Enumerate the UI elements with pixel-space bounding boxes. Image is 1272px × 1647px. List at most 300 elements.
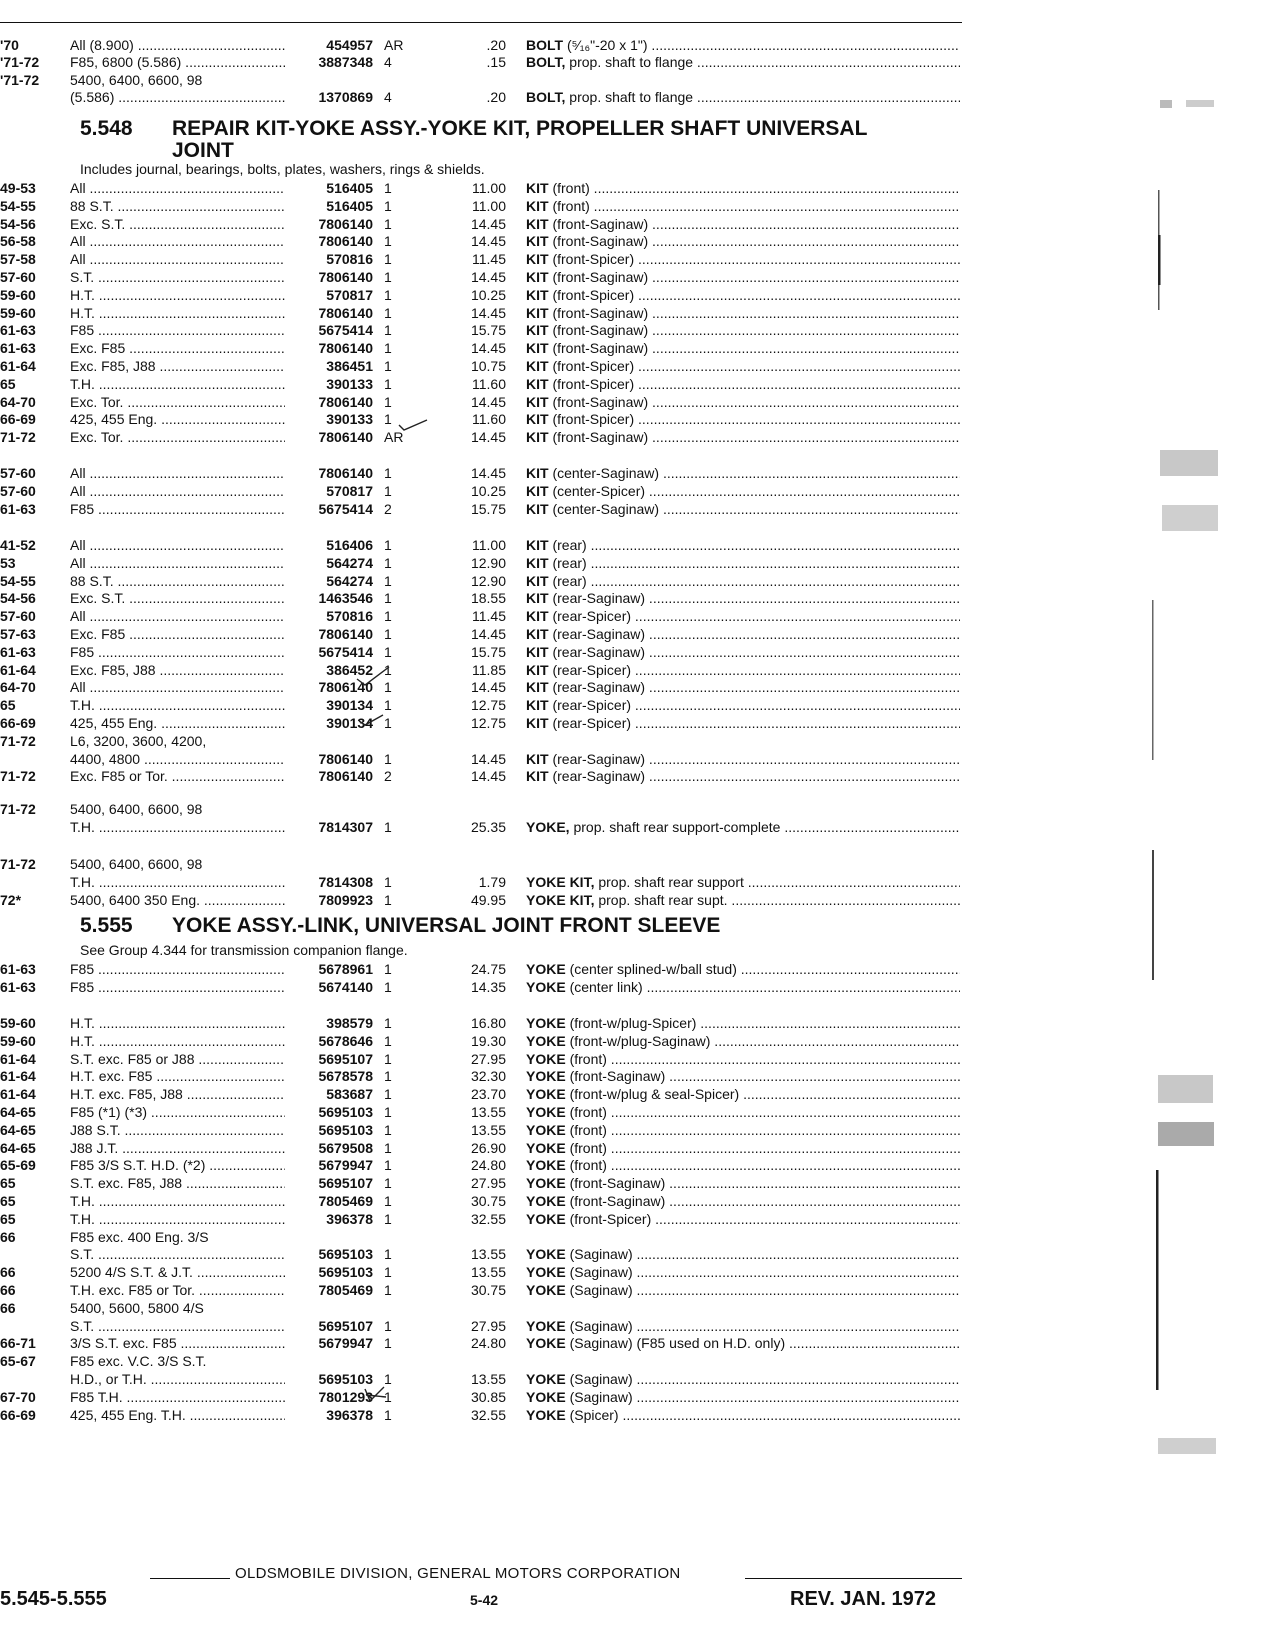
part-number: 386452 xyxy=(326,661,373,678)
description-term: KIT xyxy=(526,661,549,678)
model-year: 56-58 xyxy=(0,233,36,250)
price: 14.45 xyxy=(470,626,506,642)
description xyxy=(526,978,960,996)
description-detail: (front-Spicer) xyxy=(565,1210,652,1227)
quantity: 1 xyxy=(384,891,392,908)
description-term: KIT xyxy=(526,375,549,392)
description-term: KIT xyxy=(526,465,549,481)
description-detail: (front-Saginaw) xyxy=(548,429,649,446)
description xyxy=(526,1174,960,1192)
application: All ..... xyxy=(70,607,285,625)
description xyxy=(526,375,960,393)
part-number: 5695103 xyxy=(318,1121,373,1138)
description-detail: prop. shaft rear support-complete xyxy=(569,818,781,835)
price: 12.90 xyxy=(470,554,506,571)
model-year: 54-56 xyxy=(0,215,36,232)
application: (5.586) ..... xyxy=(70,88,285,106)
model-year: 61-63 xyxy=(0,500,36,517)
application: F85 ..... xyxy=(70,960,285,978)
quantity: 1 xyxy=(384,1032,392,1049)
part-number: 7806140 xyxy=(318,393,373,410)
footer-revision: REV. JAN. 1972 xyxy=(790,1588,937,1610)
quantity: AR xyxy=(384,429,404,446)
quantity: 1 xyxy=(384,358,392,374)
model-year: 61-63 xyxy=(0,978,36,995)
model-year: 66-69 xyxy=(0,1406,36,1423)
part-number: 390134 xyxy=(326,715,373,731)
model-year: 41-52 xyxy=(0,537,36,553)
model-year: 61-64 xyxy=(0,661,36,678)
model-year: 66 xyxy=(0,1264,16,1281)
description-term: KIT xyxy=(526,643,549,660)
model-year: 61-64 xyxy=(0,358,36,374)
quantity: 1 xyxy=(384,482,392,499)
description-detail: (front-w/plug-Saginaw) xyxy=(565,1032,711,1049)
application: All ..... xyxy=(70,554,285,572)
application: T.H. ..... xyxy=(70,375,285,393)
quantity: 1 xyxy=(384,554,392,571)
part-row xyxy=(0,572,960,590)
part-number: 7806140 xyxy=(318,465,373,481)
quantity: 1 xyxy=(384,1175,392,1192)
description xyxy=(526,1281,960,1299)
description-term: KIT xyxy=(526,572,549,589)
quantity: 1 xyxy=(384,233,392,250)
description-term: YOKE KIT, xyxy=(526,873,595,890)
description-term: YOKE xyxy=(526,1050,566,1067)
application: Exc. F85 or Tor. ..... xyxy=(70,767,285,785)
model-year: 64-70 xyxy=(0,679,36,696)
part-row xyxy=(0,696,960,714)
part-row xyxy=(0,410,960,428)
model-year: 71-72 xyxy=(0,768,36,785)
model-year: 61-63 xyxy=(0,340,36,357)
description-term: YOKE xyxy=(526,1032,566,1049)
model-year: 66 xyxy=(0,1299,16,1316)
model-year: 61-64 xyxy=(0,1086,36,1103)
model-year: 65 xyxy=(0,1175,16,1192)
part-number: 5678961 xyxy=(318,961,373,977)
part-row xyxy=(0,643,960,661)
description xyxy=(526,891,960,909)
model-year: 59-60 xyxy=(0,1032,36,1049)
part-row xyxy=(0,53,960,71)
model-year: 57-60 xyxy=(0,482,36,499)
description-term: KIT xyxy=(526,411,549,428)
description-detail: (front-Saginaw) xyxy=(548,340,649,357)
application: F85 (*1) (*3) ..... xyxy=(70,1103,285,1121)
quantity: 1 xyxy=(384,1193,392,1209)
model-year: 65-69 xyxy=(0,1157,36,1174)
part-row xyxy=(0,321,960,339)
application: All (8.900) ..... xyxy=(70,36,285,54)
description-term: KIT xyxy=(526,269,549,285)
application: F85 3/S S.T. H.D. (*2) ..... xyxy=(70,1156,285,1174)
price: 30.85 xyxy=(470,1388,506,1405)
description xyxy=(526,696,960,714)
description xyxy=(526,250,960,268)
part-number: 5695107 xyxy=(318,1317,373,1334)
price: 32.55 xyxy=(470,1210,506,1227)
description-term: YOKE xyxy=(526,1175,566,1192)
quantity: 1 xyxy=(384,643,392,660)
quantity: 1 xyxy=(384,818,392,835)
price: 14.45 xyxy=(470,679,506,696)
price: .20 xyxy=(486,37,506,53)
description-term: KIT xyxy=(526,626,549,642)
part-row xyxy=(0,304,960,322)
part-number: 5695103 xyxy=(318,1246,373,1263)
description xyxy=(526,1050,960,1068)
description-detail: (front-Saginaw) xyxy=(565,1175,666,1192)
model-year: 71-72 xyxy=(0,429,36,446)
quantity: 1 xyxy=(384,1015,392,1031)
part-number: 386451 xyxy=(326,358,373,374)
description-term: KIT xyxy=(526,715,549,731)
price: 18.55 xyxy=(470,590,506,607)
application: Exc. F85, J88 ..... xyxy=(70,357,285,375)
application: All ..... xyxy=(70,678,285,696)
description-term: YOKE xyxy=(526,978,566,995)
footer-page-number: 5-42 xyxy=(470,1592,499,1608)
description-term: YOKE xyxy=(526,1317,566,1334)
description xyxy=(526,286,960,304)
part-row xyxy=(0,232,960,250)
part-number: 564274 xyxy=(326,572,373,589)
application: 425, 455 Eng. ..... xyxy=(70,410,285,428)
description xyxy=(526,589,960,607)
quantity: 1 xyxy=(384,1157,392,1174)
description xyxy=(526,500,960,518)
quantity: 1 xyxy=(384,1388,392,1405)
description-term: KIT xyxy=(526,482,549,499)
price: 11.60 xyxy=(472,411,506,428)
part-number: 7814308 xyxy=(318,873,373,890)
quantity: 1 xyxy=(384,215,392,232)
part-number: 7801293 xyxy=(318,1388,373,1405)
description xyxy=(526,625,960,643)
footer-division: OLDSMOBILE DIVISION, GENERAL MOTORS CORPORATION xyxy=(235,1565,681,1582)
application: Exc. F85 ..... xyxy=(70,339,285,357)
description-term: YOKE xyxy=(526,1371,566,1387)
application: T.H. ..... xyxy=(70,696,285,714)
description xyxy=(526,1032,960,1050)
model-year: 66 xyxy=(0,1282,16,1298)
description-term: KIT xyxy=(526,554,549,571)
quantity: 1 xyxy=(384,661,392,678)
part-row xyxy=(0,1050,960,1068)
description-term: YOKE xyxy=(526,1139,566,1156)
price: 11.45 xyxy=(472,608,506,625)
price: 14.45 xyxy=(470,215,506,232)
application: T.H. exc. F85 or Tor. ..... xyxy=(70,1281,285,1299)
part-row xyxy=(0,179,960,197)
part-row xyxy=(0,286,960,304)
description xyxy=(526,1370,960,1388)
price: 11.60 xyxy=(472,375,506,392)
price: 27.95 xyxy=(470,1317,506,1334)
part-row xyxy=(0,36,960,54)
price: 30.75 xyxy=(470,1282,506,1298)
description-detail: (center splined-w/ball stud) xyxy=(565,961,737,977)
application: 5400, 6400, 6600, 98 xyxy=(70,856,203,872)
description xyxy=(526,464,960,482)
application: All ..... xyxy=(70,250,285,268)
description-detail: (front-Spicer) xyxy=(548,251,635,268)
model-year: 61-63 xyxy=(0,961,36,977)
part-row xyxy=(0,1103,960,1121)
description-detail: prop. shaft to flange xyxy=(565,54,694,71)
part-row xyxy=(0,1245,960,1263)
part-row xyxy=(0,607,960,625)
quantity: 1 xyxy=(384,322,392,339)
description xyxy=(526,1317,960,1335)
description xyxy=(526,268,960,286)
price: 24.80 xyxy=(470,1335,506,1352)
part-row xyxy=(0,873,960,891)
description xyxy=(526,536,960,554)
price: 27.95 xyxy=(470,1175,506,1192)
part-row xyxy=(0,891,960,909)
description-term: YOKE xyxy=(526,1104,566,1120)
description-term: YOKE xyxy=(526,1015,566,1031)
part-number: 7806140 xyxy=(318,340,373,357)
price: 13.55 xyxy=(470,1121,506,1138)
price: 13.55 xyxy=(470,1104,506,1120)
quantity: 1 xyxy=(384,626,392,642)
description xyxy=(526,767,960,785)
quantity: 4 xyxy=(384,89,392,106)
description xyxy=(526,678,960,696)
model-year: 57-60 xyxy=(0,465,36,481)
part-number: 7806140 xyxy=(318,304,373,321)
part-number: 390133 xyxy=(326,375,373,392)
part-number: 7806140 xyxy=(318,679,373,696)
top-rule xyxy=(0,22,962,23)
model-year: 66-69 xyxy=(0,715,36,731)
description xyxy=(526,960,960,978)
description-term: KIT xyxy=(526,358,549,374)
part-row xyxy=(0,732,960,750)
part-row xyxy=(0,855,960,873)
application: 5400, 6400 350 Eng. ..... xyxy=(70,891,285,909)
part-number: 1370869 xyxy=(318,89,373,106)
part-row xyxy=(0,1067,960,1085)
quantity: 1 xyxy=(384,197,392,214)
model-year: 53 xyxy=(0,554,16,571)
description xyxy=(526,818,960,836)
description-detail: (front-Saginaw) xyxy=(565,1193,666,1209)
part-number: 5695103 xyxy=(318,1264,373,1281)
model-year: '70 xyxy=(0,37,19,53)
description xyxy=(526,482,960,500)
description-term: KIT xyxy=(526,251,549,268)
part-number: 7806140 xyxy=(318,429,373,446)
description xyxy=(526,1245,960,1263)
part-number: 5675414 xyxy=(318,322,373,339)
model-year: 67-70 xyxy=(0,1388,36,1405)
price: 24.75 xyxy=(470,961,506,977)
description-detail: (front-Saginaw) xyxy=(548,215,649,232)
part-number: 7806140 xyxy=(318,233,373,250)
description xyxy=(526,661,960,679)
quantity: 1 xyxy=(384,1406,392,1423)
handwritten-checkmark-icon xyxy=(357,713,387,727)
part-number: 570817 xyxy=(326,482,373,499)
part-number: 5675414 xyxy=(318,643,373,660)
section-number: 5.555 xyxy=(80,914,133,937)
application: F85 exc. 400 Eng. 3/S xyxy=(70,1228,209,1245)
model-year: 71-72 xyxy=(0,856,36,872)
part-row xyxy=(0,357,960,375)
description-detail: (front-Saginaw) xyxy=(548,269,649,285)
part-row xyxy=(0,714,960,732)
part-row xyxy=(0,393,960,411)
application: 4400, 4800 ..... xyxy=(70,750,285,768)
part-number: 5695107 xyxy=(318,1050,373,1067)
description xyxy=(526,1067,960,1085)
description-term: KIT xyxy=(526,286,549,303)
part-number: 5679947 xyxy=(318,1157,373,1174)
application: 425, 455 Eng. ..... xyxy=(70,714,285,732)
description-detail: (rear-Saginaw) xyxy=(548,768,646,785)
application: F85 ..... xyxy=(70,321,285,339)
part-row xyxy=(0,767,960,785)
section-number: 5.548 xyxy=(80,117,133,140)
model-year: 57-60 xyxy=(0,269,36,285)
part-row xyxy=(0,1317,960,1335)
quantity: 1 xyxy=(384,1246,392,1263)
description-term: YOKE xyxy=(526,1086,566,1103)
application: H.T. ..... xyxy=(70,304,285,322)
description-detail: (front) xyxy=(548,197,590,214)
section-5548-note: Includes journal, bearings, bolts, plates, washers, rings & shields. xyxy=(80,161,485,177)
part-row xyxy=(0,1388,960,1406)
description-term: KIT xyxy=(526,215,549,232)
part-number: 570817 xyxy=(326,286,373,303)
quantity: 1 xyxy=(384,1121,392,1138)
part-row xyxy=(0,1406,960,1424)
part-number: 3887348 xyxy=(318,54,373,71)
description-detail: (front-Saginaw) xyxy=(548,304,649,321)
price: 11.00 xyxy=(472,537,506,553)
description-term: YOKE xyxy=(526,1335,566,1352)
description-detail: (front) xyxy=(548,180,590,196)
description-term: YOKE xyxy=(526,1210,566,1227)
description-detail: (Saginaw) xyxy=(565,1371,633,1387)
quantity: 1 xyxy=(384,375,392,392)
part-row xyxy=(0,1370,960,1388)
price: 11.85 xyxy=(472,661,506,678)
application: 5400, 5600, 5800 4/S xyxy=(70,1299,204,1316)
quantity: 1 xyxy=(384,1068,392,1085)
quantity: 1 xyxy=(384,590,392,607)
description-detail: (front-Saginaw) xyxy=(548,322,649,339)
application: 88 S.T. ..... xyxy=(70,572,285,590)
quantity: 1 xyxy=(384,269,392,285)
price: .20 xyxy=(486,89,506,106)
price: 14.45 xyxy=(470,340,506,357)
part-number: 516405 xyxy=(326,180,373,196)
application: Exc. F85 ..... xyxy=(70,625,285,643)
quantity: 4 xyxy=(384,54,392,71)
price: 14.45 xyxy=(470,465,506,481)
part-number: 7806140 xyxy=(318,269,373,285)
description-detail: (Saginaw) xyxy=(565,1246,633,1263)
description xyxy=(526,643,960,661)
model-year: 54-55 xyxy=(0,197,36,214)
description-term: KIT xyxy=(526,180,549,196)
application: F85 exc. V.C. 3/S S.T. xyxy=(70,1353,207,1370)
footer-rule-right xyxy=(745,1578,962,1579)
description xyxy=(526,410,960,428)
price: .15 xyxy=(486,54,506,71)
part-number: 390133 xyxy=(326,411,373,428)
description-detail: (rear-Spicer) xyxy=(548,661,632,678)
handwritten-checkmark-icon xyxy=(355,665,391,687)
price: 32.55 xyxy=(470,1406,506,1423)
part-row xyxy=(0,197,960,215)
handwritten-mark-icon xyxy=(362,1385,388,1405)
description xyxy=(526,554,960,572)
description xyxy=(526,357,960,375)
description-detail: (rear) xyxy=(548,537,587,553)
description xyxy=(526,873,960,891)
part-row xyxy=(0,215,960,233)
model-year: 65 xyxy=(0,375,16,392)
description-term: BOLT, xyxy=(526,54,566,71)
quantity: 1 xyxy=(384,1335,392,1352)
part-row xyxy=(0,554,960,572)
price: 12.75 xyxy=(470,697,506,714)
description-detail: prop. shaft rear supt. xyxy=(594,891,728,908)
model-year: 66-71 xyxy=(0,1335,36,1352)
description-detail: (rear-Saginaw) xyxy=(548,626,646,642)
application: F85 ..... xyxy=(70,643,285,661)
part-number: 570816 xyxy=(326,251,373,268)
description-term: KIT xyxy=(526,304,549,321)
application: S.T. exc. F85 or J88 ..... xyxy=(70,1050,285,1068)
description-detail: (front-Saginaw) xyxy=(565,1068,666,1085)
description-detail: (front-Spicer) xyxy=(548,358,635,374)
part-number: 5678646 xyxy=(318,1032,373,1049)
application: 425, 455 Eng. T.H. ..... xyxy=(70,1406,285,1424)
description xyxy=(526,572,960,590)
description xyxy=(526,232,960,250)
price: 30.75 xyxy=(470,1193,506,1209)
price: 14.35 xyxy=(470,978,506,995)
part-number: 516405 xyxy=(326,197,373,214)
price: 14.45 xyxy=(470,768,506,785)
description-term: KIT xyxy=(526,590,549,607)
quantity: 1 xyxy=(384,697,392,714)
description-detail: (Saginaw) xyxy=(565,1282,633,1298)
description-detail: (front) xyxy=(565,1050,607,1067)
description-detail: (front-w/plug & seal-Spicer) xyxy=(565,1086,740,1103)
description-detail: (⁵⁄₁₆"-20 x 1") xyxy=(563,37,648,53)
description-term: YOKE xyxy=(526,1388,566,1405)
application: 88 S.T. ..... xyxy=(70,197,285,215)
description-detail: (rear-Spicer) xyxy=(548,715,632,731)
application: Exc. S.T. ..... xyxy=(70,215,285,233)
model-year: 59-60 xyxy=(0,286,36,303)
application: H.T. exc. F85, J88 ..... xyxy=(70,1085,285,1103)
quantity: 1 xyxy=(384,715,392,731)
price: 32.30 xyxy=(470,1068,506,1085)
quantity: 1 xyxy=(384,873,392,890)
description-detail: (rear) xyxy=(548,554,587,571)
quantity: 1 xyxy=(384,180,392,196)
